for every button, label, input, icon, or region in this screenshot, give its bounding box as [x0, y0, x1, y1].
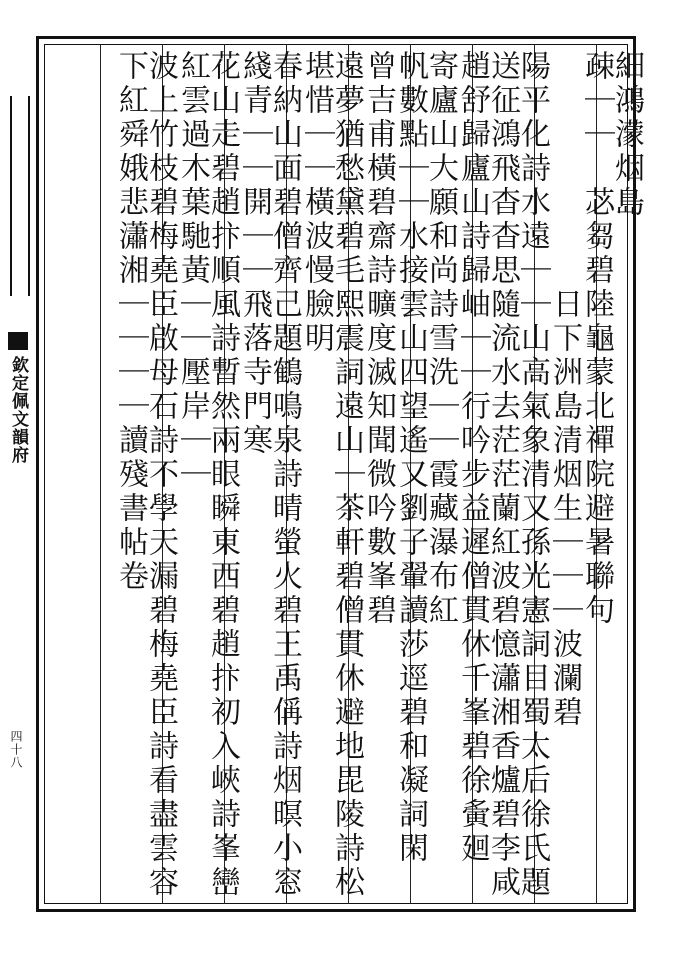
column-rule [100, 44, 101, 904]
fishtail-mark [8, 332, 28, 350]
text-column-1: 細鴻濛烟島 [609, 50, 644, 220]
text-column-11: 堪惜｜｜橫波慢臉明 [299, 50, 334, 356]
text-column-9: 曾吉甫橫碧齋詩曠度滅知聞微吟數峯碧 [361, 50, 396, 628]
folio-number: 四十八 [9, 730, 23, 769]
text-column-12: 春納山面碧僧齊己題鶴鳴泉詩晴螢火碧王禹偁詩烟暝小窓 [267, 50, 302, 900]
gutter-title: 欽定佩文韻府 [8, 356, 28, 464]
text-column-10: 遠夢猶愁黛碧毛熙震詞遠山｜茶軒碧僧貫休避地毘陵詩松 [329, 50, 364, 900]
text-column-2: 疎｜｜ 苾芻碧陸龜蒙北禪院避暑聯句 [579, 50, 614, 628]
text-column-8: 帆數點｜｜水接雲山四望遙又劉子翬讀莎逕碧和凝詞閑 [393, 50, 428, 866]
text-column-5: 送征鴻飛杳杳思隨流水去茫茫蘭紅波碧憶瀟湘香爐碧李咸 [485, 50, 520, 900]
text-column-3: 日下洲島清烟生｜｜｜波瀾碧 [547, 50, 582, 730]
page-gutter [0, 36, 36, 912]
gutter-border [10, 96, 30, 296]
text-column-15: 紅雲過木葉馳黃｜｜壓岸｜｜ [175, 50, 210, 492]
text-column-4: 陽平化詩水遠｜｜山高氣象清又孫光憲詞目蜀太后徐氏題 [515, 50, 550, 900]
text-column-14: 花山走碧趙抃順風詩暫然兩眼瞬東西碧趙抃初入峽詩峯巒 [205, 50, 240, 900]
text-column-16: 波上竹枝碧梅堯臣啟母石詩不學天漏碧梅堯臣詩看盡雲容 [143, 50, 178, 900]
text-column-7: 寄廬山大願和尚詩雪洗｜｜霞藏瀑布紅 [423, 50, 458, 628]
text-column-6: 趙舒歸廬山詩歸岫｜｜行吟步益遲僧貫休千峯碧徐夤廻 [455, 50, 490, 866]
text-column-13: 綫青｜｜開｜｜飛落寺門寒 [237, 50, 272, 458]
text-column-17: 下紅舜娥悲瀟湘｜｜｜｜讀殘書帖卷 [113, 50, 148, 594]
